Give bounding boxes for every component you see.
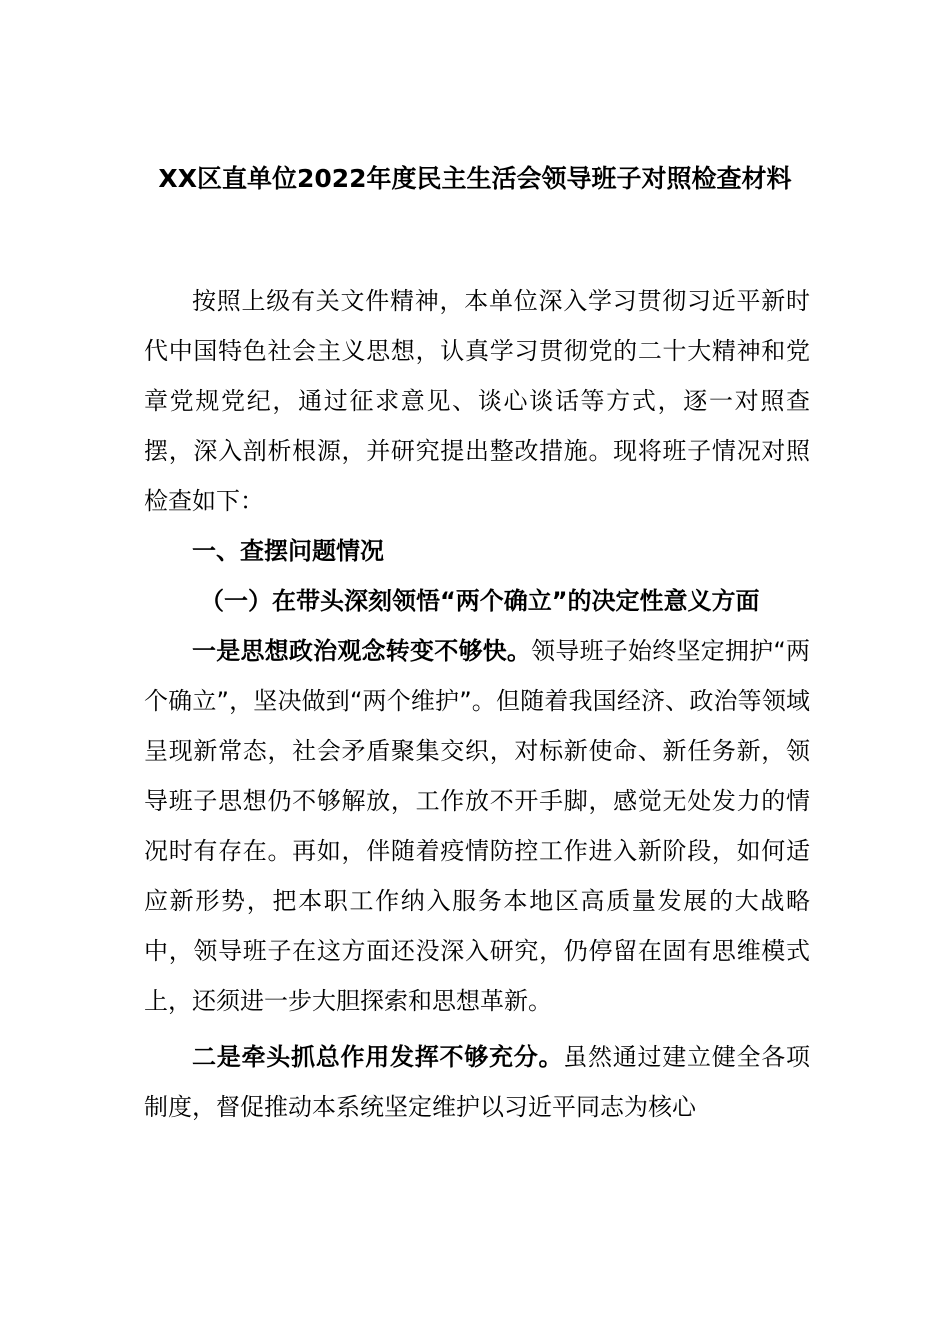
section-heading: 一、查摆问题情况 [192, 537, 384, 565]
point-one-lead: 一是思想政治观念转变不够快。 [192, 637, 532, 665]
point-two-text: 虽然通过建立健全各项制度，督促推动本系统坚定维护以习近平同志为核心 [144, 1043, 810, 1121]
point-one-text: 领导班子始终坚定拥护“两个确立”，坚决做到“两个维护”。但随着我国经济、政治等领域呈现新常态，社会矛盾聚集交织，对标新使命、新任务新，领导班子思想仍不够解放，工作放不开手脚，感觉无处发力的情况时有存在。再如，伴随着疫情防控工作进入新阶段，如何适应新形势，把本职工作纳入服务本地区高质量发展的大战略中，领导班子在这方面还没深入研究，仍停留在固有思维模式上，还须进一步大胆探索和思想革新。 [144, 637, 811, 1015]
subsection-heading: （一）在带头深刻领悟“两个确立”的决定性意义方面 [200, 587, 760, 615]
document-title: XX区直单位2022年度民主生活会领导班子对照检查材料 [158, 164, 792, 193]
document-body [144, 276, 810, 1132]
intro-paragraph: 按照上级有关文件精神，本单位深入学习贯彻习近平新时代中国特色社会主义思想，认真学习贯彻党的二十大精神和党章党规党纪，通过征求意见、谈心谈话等方式，逐一对照查摆，深入剖析根源，并研究提出整改措施。现将班子情况对照检查如下： [144, 287, 810, 515]
point-one-paragraph [144, 626, 810, 1026]
point-two-paragraph [144, 1032, 810, 1132]
point-two-lead: 二是牵头抓总作用发挥不够充分。 [192, 1043, 564, 1071]
